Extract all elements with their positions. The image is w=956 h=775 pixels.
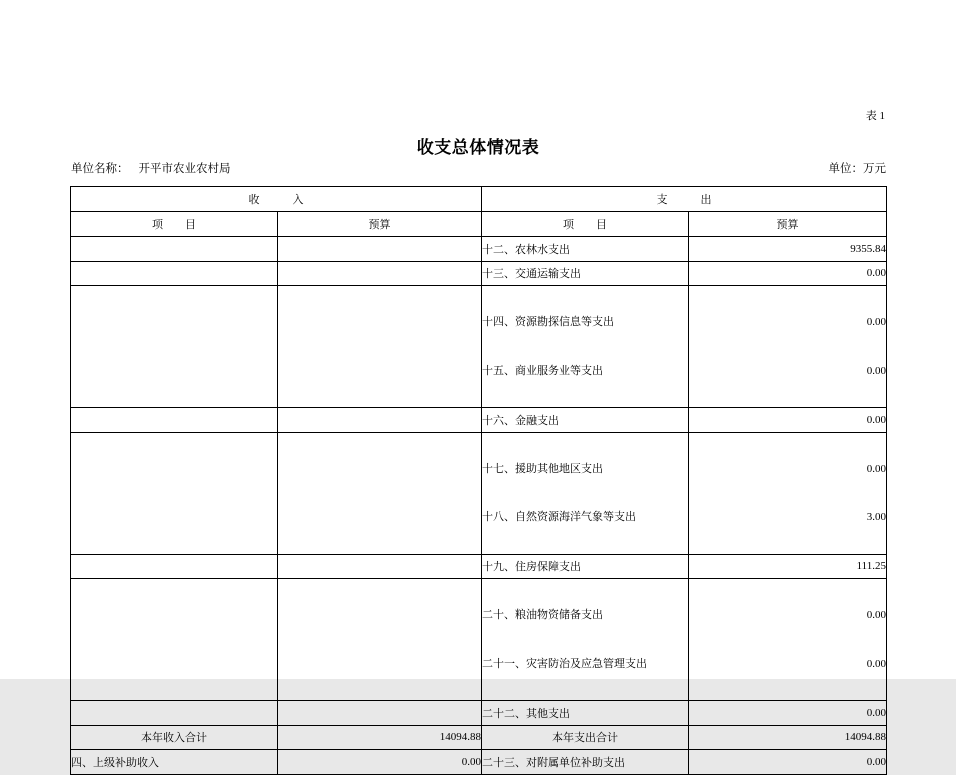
income-budget-header: 预算 [278, 212, 482, 237]
expense-budget-header: 预算 [689, 212, 887, 237]
expense-value-cell [689, 579, 887, 701]
expense-value-cell: 0.00 [689, 701, 887, 726]
income-item-cell [71, 286, 278, 408]
income-item-cell: 四、上级补助收入 [71, 750, 278, 775]
expense-item-cell: 十三、交通运输支出 [482, 261, 689, 286]
income-item-cell [71, 701, 278, 726]
expense-item-header: 项 目 [482, 212, 689, 237]
income-value-cell [278, 261, 482, 286]
income-value-cell [278, 701, 482, 726]
income-value-cell [278, 579, 482, 701]
page-title: 收支总体情况表 [416, 138, 540, 157]
income-item-cell [71, 237, 278, 262]
income-total-label: 本年收入合计 [71, 725, 278, 750]
table-number-label: 表 1 [865, 110, 885, 122]
income-item-cell [71, 408, 278, 433]
income-value-cell: 0.00 [278, 750, 482, 775]
expense-total-value: 14094.88 [689, 725, 887, 750]
expense-item-line: 十八、自然资源海洋气象等支出 [482, 511, 636, 523]
income-value-cell [278, 408, 482, 433]
expense-value-line: 3.00 [866, 511, 886, 523]
expense-value-line: 0.00 [866, 364, 886, 377]
income-section-header: 收 入 [71, 187, 482, 212]
currency-unit-label: 单位：万元 [828, 163, 886, 175]
table-row [71, 286, 887, 408]
income-item-cell [71, 261, 278, 286]
unit-name-value: 开平市农业农村局 [138, 163, 231, 175]
expense-item-cell [482, 286, 689, 408]
expense-section-header: 支 出 [482, 187, 887, 212]
table-row [71, 432, 887, 554]
income-item-header: 项 目 [71, 212, 278, 237]
expense-value-cell: 111.25 [689, 554, 887, 579]
expense-value-cell [689, 432, 887, 554]
income-item-cell [71, 432, 278, 554]
expense-value-cell: 0.00 [689, 408, 887, 433]
expense-item-line: 二十一、灾害防治及应急管理支出 [482, 657, 647, 670]
expense-item-cell: 十六、金融支出 [482, 408, 689, 433]
income-value-cell [278, 237, 482, 262]
expense-item-line: 十四、资源勘探信息等支出 [482, 316, 614, 328]
table-row [71, 579, 887, 701]
bottom-row [71, 750, 887, 775]
unit-name-line [71, 160, 231, 176]
expense-value-cell: 0.00 [689, 750, 887, 775]
meta-row [71, 160, 886, 176]
expense-value-cell: 9355.84 [689, 237, 887, 262]
income-total-value: 14094.88 [278, 725, 482, 750]
income-value-cell [278, 554, 482, 579]
income-value-cell [278, 286, 482, 408]
table-row [71, 408, 887, 433]
income-value-cell [278, 432, 482, 554]
expense-item-cell: 二十三、对附属单位补助支出 [482, 750, 689, 775]
expense-item-line: 二十、粮油物资储备支出 [482, 609, 603, 621]
table-row [71, 237, 887, 262]
expense-value-line: 0.00 [866, 657, 886, 670]
income-item-cell [71, 554, 278, 579]
income-expense-table [70, 186, 887, 775]
expense-item-cell: 十二、农林水支出 [482, 237, 689, 262]
expense-item-cell: 十九、住房保障支出 [482, 554, 689, 579]
totals-row [71, 725, 887, 750]
income-item-cell [71, 579, 278, 701]
expense-value-line: 0.00 [866, 316, 886, 328]
expense-value-line: 0.00 [866, 462, 886, 475]
table-row [71, 554, 887, 579]
unit-name-label: 单位名称： [71, 163, 129, 175]
expense-item-line: 十七、援助其他地区支出 [482, 462, 603, 475]
expense-item-cell [482, 432, 689, 554]
section-header-row [71, 187, 887, 212]
expense-item-line: 十五、商业服务业等支出 [482, 364, 603, 377]
expense-total-label: 本年支出合计 [482, 725, 689, 750]
table-row [71, 261, 887, 286]
expense-value-cell: 0.00 [689, 261, 887, 286]
column-header-row [71, 212, 887, 237]
table-row [71, 701, 887, 726]
expense-value-line: 0.00 [866, 609, 886, 621]
expense-item-cell: 二十二、其他支出 [482, 701, 689, 726]
expense-value-cell [689, 286, 887, 408]
expense-item-cell [482, 579, 689, 701]
